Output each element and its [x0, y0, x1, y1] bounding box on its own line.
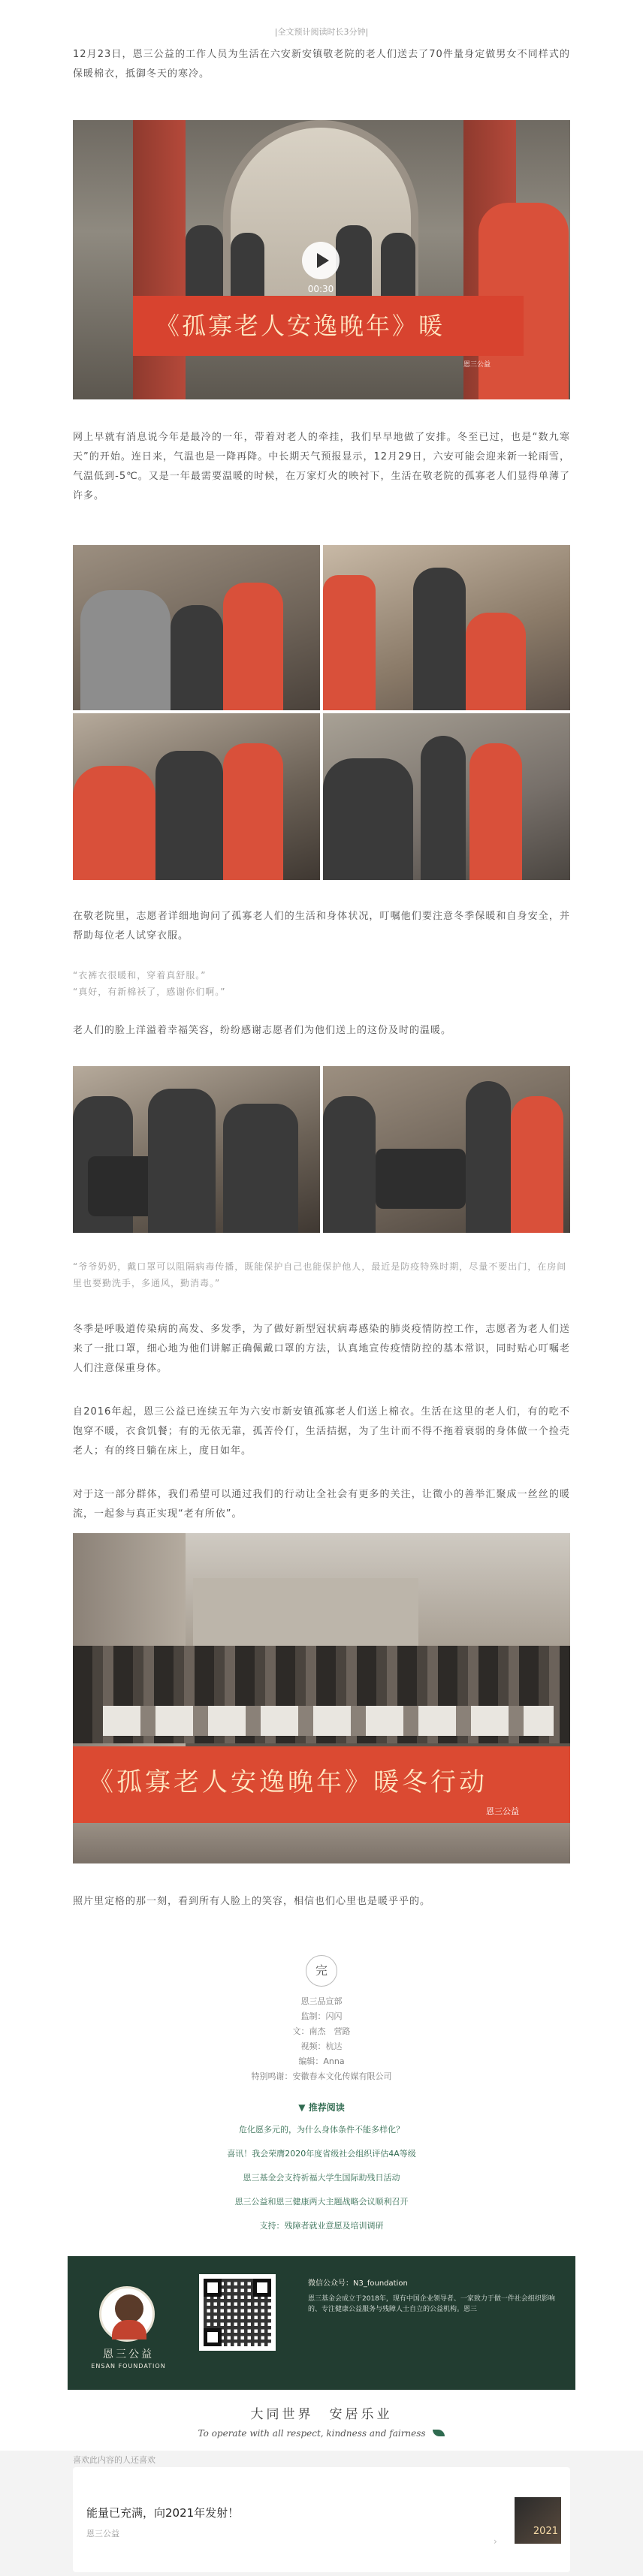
leaf-icon [433, 2430, 445, 2436]
video-watermark: 恩三公益 [463, 361, 491, 369]
related-source: 恩三公益 [86, 2529, 119, 2538]
footer-card [68, 2256, 575, 2390]
related-title[interactable]: 能量已充满，向2021年发射！ [86, 2506, 240, 2520]
slogan-cn: 大同世界 安居乐业 [250, 2407, 393, 2422]
logo-cn: 恩三公益 [103, 2349, 154, 2361]
reading-time: |全文预计阅读时长3分钟| [274, 27, 369, 37]
since-paragraph: 自2016年起，恩三公益已连续五年为六安市新安镇孤寡老人们送上棉衣。生活在这里的老人们，有的吃不饱穿不暖，衣食饥餐；有的无依无靠，孤苦伶仃，生活拮据，为了生计而不得不拖着衰弱的身体做一个捡壳老人；有的终日躺在床上，度日如年。 [73, 1406, 570, 1457]
video-banner: 《孤寡老人安逸晚年》暖 [133, 296, 524, 356]
qr-code-icon [199, 2274, 276, 2351]
logo-icon [99, 2286, 155, 2342]
end-seal: 完 [306, 1955, 337, 1987]
credit-org: 恩三品宣部 [300, 1996, 343, 2006]
thumb-label: 2021 [533, 2526, 558, 2537]
slogan-en-text: To operate with all respect, kindness and fairness [198, 2428, 426, 2439]
final-paragraph: 照片里定格的那一刻，看到所有人脸上的笑容，相信也们心里也是暖乎乎的。 [73, 1896, 431, 1907]
recommend-link[interactable]: 支持：残障者就业意愿及培训调研 [259, 2221, 384, 2231]
related-hint: 喜欢此内容的人还喜欢 [73, 2455, 155, 2465]
recommend-link[interactable]: 喜讯！我会荣膺2020年度省级社会组织评估4A等级 [227, 2149, 416, 2159]
recommend-title: ▼ 推荐阅读 [298, 2102, 345, 2113]
org-description: 恩三基金会成立于2018年，现有中国企业领导者、一家致力于做一件社会组织影响的、专注健康公益服务与残障人士自立的公益机构。恩三 [308, 2295, 555, 2313]
wechat-id: 微信公众号：N3_foundation [308, 2279, 408, 2288]
chevron-right-icon: › [494, 2536, 497, 2547]
logo-en: ENSAN FOUNDATION [91, 2363, 166, 2370]
photo-3 [73, 713, 320, 880]
quote-2: “真好，有新棉袄了，感谢你们啊。” [73, 987, 226, 997]
recommend-link[interactable]: 恩三公益和恩三健康两大主题战略会议顺利召开 [234, 2197, 409, 2207]
photo-grid [73, 545, 570, 880]
credit-line: 监制：闪闪 [300, 2011, 343, 2021]
credit-line: 文：南杰 营路 [292, 2026, 351, 2036]
weather-paragraph: 网上早就有消息说今年是最冷的一年，带着对老人的牵挂，我们早早地做了安排。冬至已过，也是“数九寒天”的开始。连日来，气温也是一降再降。中长期天气预报显示，12月29日，六安可能会迎来新一轮雨雪，气温低到-5℃。又是一年最需要温暖的时候，在万家灯火的映衬下，生活在敬老院的孤寡老人们显得单薄了许多。 [73, 432, 570, 502]
smile-paragraph: 老人们的脸上洋溢着幸福笑容，纷纷感谢志愿者们为他们送上的这份及时的温暖。 [73, 1025, 452, 1036]
related-thumbnail [515, 2497, 561, 2544]
intro-paragraph: 12月23日，恩三公益的工作人员为生活在六安新安镇敬老院的老人们送去了70件量身定做男女不同样式的保暖棉衣，抵御冬天的寒冷。 [73, 49, 570, 80]
credit-line: 视频：杭达 [300, 2041, 343, 2051]
group-photo [73, 1533, 570, 1863]
recommend-link[interactable]: 恩三基金会支持祈福大学生国际助残日活动 [243, 2173, 400, 2183]
photo-2 [323, 545, 570, 710]
credit-line: 特别鸣谢：安徽春本文化传媒有限公司 [251, 2071, 392, 2081]
related-section [0, 2451, 643, 2576]
related-card[interactable] [73, 2455, 570, 2572]
video-duration: 00:30 [307, 284, 334, 294]
play-icon[interactable] [302, 242, 340, 279]
quote-3: “爷爷奶奶，戴口罩可以阻隔病毒传播，既能保护自己也能保护他人，最近是防疫特殊时期，尽量不要出门，在房间里也要勤洗手，多通风，勤消毒。” [73, 1261, 567, 1288]
visit-paragraph: 在敬老院里，志愿者详细地询问了孤寡老人们的生活和身体状况，叮嘱他们要注意冬季保暖和自身安全，并帮助每位老人试穿衣服。 [73, 911, 570, 942]
call-paragraph: 对于这一部分群体，我们希望可以通过我们的行动让全社会有更多的关注，让微小的善举汇聚成一丝丝的暖流，一起参与真正实现“老有所依”。 [73, 1489, 570, 1520]
group-banner-small: 恩三公益 [486, 1806, 519, 1816]
recommend-link[interactable]: 危化愿多元的，为什么身体条件不能多样化？ [239, 2125, 404, 2135]
credit-line: 编辑：Anna [298, 2056, 345, 2066]
video-player[interactable] [73, 120, 570, 399]
slogan-en [0, 2428, 643, 2439]
quote-1: “衣裤衣很暖和，穿着真舒服。” [73, 970, 207, 981]
group-banner-text: 《孤寡老人安逸晚年》暖冬行动 [88, 1767, 488, 1797]
epidemic-paragraph: 冬季是呼吸道传染病的高发、多发季，为了做好新型冠状病毒感染的肺炎疫情防控工作，志愿者为老人们送来了一批口罩，细心地为他们讲解正确佩戴口罩的方法，认真地宣传疫情防控的基本常识，同时贴心叮嘱老人们注意保重身体。 [73, 1324, 570, 1374]
photo-4 [323, 713, 570, 880]
photo-mask [73, 1066, 570, 1233]
photo-1 [73, 545, 320, 710]
group-banner [73, 1746, 570, 1823]
